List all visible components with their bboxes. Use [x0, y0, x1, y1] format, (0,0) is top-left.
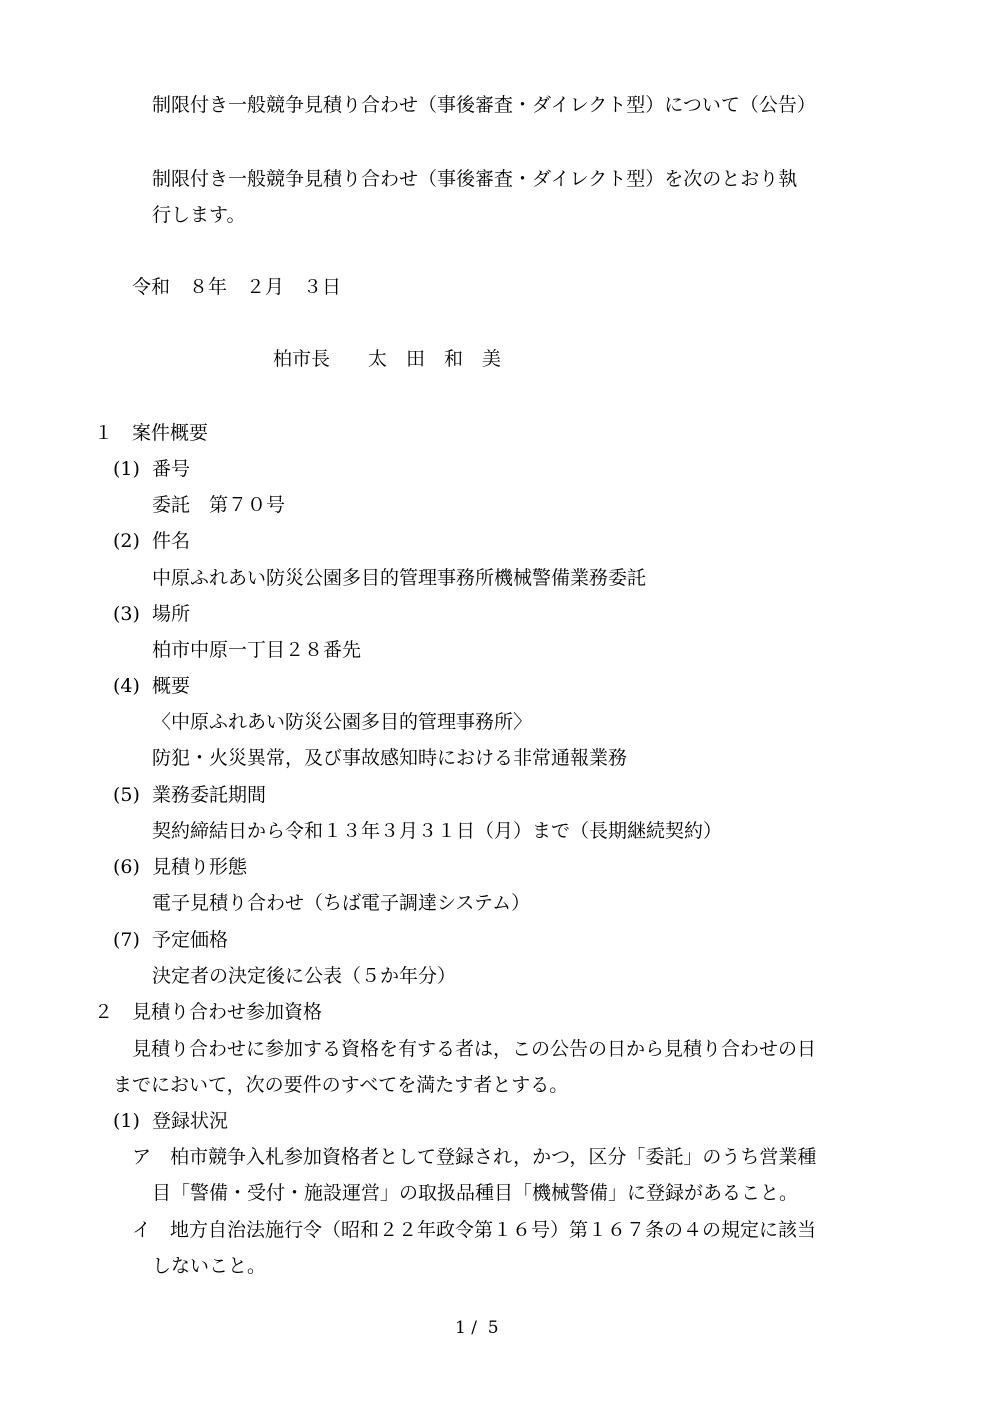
- item-6-label: (6) 見積り形態: [113, 856, 247, 878]
- intro-line-1: 制限付き一般競争見積り合わせ（事後審査・ダイレクト型）を次のとおり執: [152, 168, 798, 190]
- item-a-line-1: ア 柏市競争入札参加資格者として登録され，かつ，区分「委託」のうち営業種: [132, 1146, 817, 1168]
- item-4-value-1: 〈中原ふれあい防災公園多目的管理事務所〉: [152, 711, 533, 733]
- item-7-value: 決定者の決定後に公表（５か年分）: [152, 965, 457, 987]
- intro-line-2: 行します。: [152, 204, 246, 226]
- sub-1-label: (1) 登録状況: [113, 1110, 228, 1132]
- item-6-value: 電子見積り合わせ（ちば電子調達システム）: [152, 892, 531, 914]
- item-4-value-2: 防犯・火災異常，及び事故感知時における非常通報業務: [152, 747, 628, 769]
- item-2-value: 中原ふれあい防災公園多目的管理事務所機械警備業務委託: [152, 567, 647, 589]
- item-5-label: (5) 業務委託期間: [113, 784, 266, 806]
- item-1-label: (1) 番号: [113, 458, 190, 480]
- item-3-value: 柏市中原一丁目２８番先: [152, 639, 362, 661]
- item-2-label: (2) 件名: [113, 530, 190, 552]
- item-3-label: (3) 場所: [113, 603, 190, 625]
- section-2-heading: ２ 見積り合わせ参加資格: [94, 1001, 323, 1023]
- signature: 柏市長 太 田 和 美: [273, 348, 502, 370]
- item-5-value: 契約締結日から令和１３年３月３１日（月）まで（長期継続契約）: [152, 820, 723, 842]
- page-number: 1 / 5: [455, 1318, 499, 1338]
- section-1-heading: １ 案件概要: [94, 422, 209, 444]
- item-1-value: 委託 第７０号: [152, 494, 286, 516]
- item-7-label: (7) 予定価格: [113, 929, 228, 951]
- item-i-line-1: イ 地方自治法施行令（昭和２２年政令第１６号）第１６７条の４の規定に該当: [132, 1219, 817, 1241]
- item-a-line-2: 目「警備・受付・施設運営」の取扱品種目「機械警備」に登録があること。: [152, 1182, 799, 1204]
- section-2-para-2: までにおいて，次の要件のすべてを満たす者とする。: [113, 1074, 569, 1096]
- item-4-label: (4) 概要: [113, 675, 190, 697]
- notice-date: 令和 ８年 ２月 ３日: [132, 276, 342, 298]
- item-i-line-2: しないこと。: [152, 1255, 267, 1277]
- section-2-para-1: 見積り合わせに参加する資格を有する者は，この公告の日から見積り合わせの日: [132, 1038, 817, 1060]
- notice-title: 制限付き一般競争見積り合わせ（事後審査・ダイレクト型）について（公告）: [152, 94, 816, 116]
